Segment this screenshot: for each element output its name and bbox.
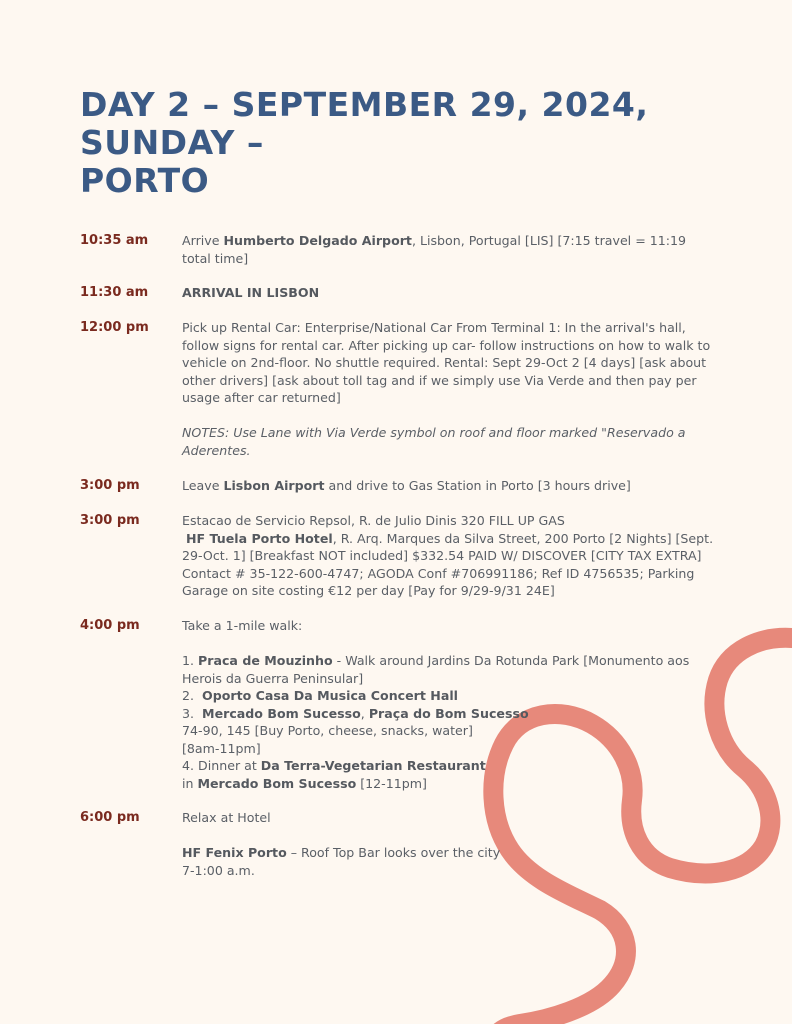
place-name: Oporto Casa Da Musica Concert Hall: [202, 688, 458, 703]
walk-intro: Take a 1-mile walk:: [182, 618, 303, 633]
walk-item-1: [182, 652, 717, 687]
row-text: in: [182, 775, 198, 791]
page-title: [80, 86, 720, 200]
walk-item-2: [182, 687, 717, 705]
rental-car-text: Pick up Rental Car: Enterprise/National Car From Terminal 1: In the arrival's hall, follow signs for rental car. After picking up car- follow instructions on how to walk to vehicle on 2nd-floor. No shuttle required. Rental: Sept 29-Oct 2 [4 days] [ask about other drivers] [ask about toll tag and if we simply use Via Verde and then pay per usage after car returned]: [182, 320, 711, 405]
page-title-line1: DAY 2 – SEPTEMBER 29, 2024, SUNDAY –: [80, 85, 649, 162]
row-description: [182, 512, 717, 600]
item-number: 3.: [182, 705, 199, 721]
row-description: [182, 617, 717, 792]
relax-text: Relax at Hotel: [182, 810, 271, 825]
item-number: 2.: [182, 688, 199, 703]
place-hours: [12-11pm]: [356, 775, 427, 791]
hotel-details: , R. Arq. Marques da Silva Street, 200 Porto [2 Nights] [Sept. 29-Oct. 1] [Breakfast NOT included] $332.54 PAID W/ DISCOVER [CITY TAX EXTRA] Contact # 35-122-600-4747; AGODA Conf #706991186; Ref ID 4756535; Parking Garage on site costing €12 per day [Pay for 9/29-9/31 24E]: [182, 530, 714, 598]
row-text: Arrive: [182, 233, 224, 248]
bar-hours: 7-1:00 a.m.: [182, 862, 255, 878]
place-name: Mercado Bom Sucesso: [202, 705, 361, 721]
walk-item-4: [182, 757, 717, 775]
page-title-line2: PORTO: [80, 161, 210, 200]
airport-name: Lisbon Airport: [223, 478, 325, 493]
place-hours: [8am-11pm]: [182, 740, 261, 756]
item-number: 1.: [182, 653, 199, 668]
row-description: [182, 477, 717, 495]
bar-name: HF Fenix Porto: [182, 845, 287, 860]
arrival-heading: ARRIVAL IN LISBON: [182, 285, 320, 300]
item-number: 4.: [182, 758, 199, 773]
row-text: Dinner at: [198, 758, 261, 773]
row-time: 6:00 pm: [80, 810, 140, 825]
row-description: [182, 319, 717, 459]
place-name: Praça do Bom Sucesso: [368, 705, 529, 721]
hotel-name: HF Tuela Porto Hotel: [186, 530, 333, 546]
place-name: Praca de Mouzinho: [198, 653, 333, 668]
airport-name: Humberto Delgado Airport: [223, 233, 412, 248]
bar-details: – Roof Top Bar looks over the city: [286, 845, 501, 860]
place-details: 74-90, 145 [Buy Porto, cheese, snacks, water]: [182, 723, 473, 738]
row-time: 11:30 am: [80, 285, 149, 300]
row-description: [182, 284, 717, 302]
row-text: , Lisbon, Portugal [LIS] [7:15 travel = 11:19 total time]: [182, 233, 687, 266]
row-text: and drive to Gas Station in Porto [3 hours drive]: [324, 478, 631, 493]
rental-car-note: NOTES: Use Lane with Via Verde symbol on roof and floor marked "Reservado a Aderentes.: [182, 425, 686, 458]
row-time: 4:00 pm: [80, 618, 140, 633]
walk-item-3: [182, 705, 717, 723]
separator: ,: [360, 705, 369, 721]
row-text: Leave: [182, 478, 224, 493]
place-name: Mercado Bom Sucesso: [197, 775, 357, 791]
row-time: 3:00 pm: [80, 513, 140, 528]
row-description: [182, 809, 717, 879]
gas-station-text: Estacao de Servicio Repsol, R. de Julio Dinis 320 FILL UP GAS: [182, 513, 565, 528]
restaurant-name: Da Terra-Vegetarian Restaurant: [260, 758, 486, 773]
row-time: 3:00 pm: [80, 478, 140, 493]
walk-item-4-location: [182, 775, 717, 793]
row-description: [182, 232, 717, 267]
row-time: 12:00 pm: [80, 320, 149, 335]
place-details: - Walk around Jardins Da Rotunda Park [Monumento aos Herois da Guerra Peninsular]: [182, 653, 690, 686]
row-time: 10:35 am: [80, 233, 149, 248]
